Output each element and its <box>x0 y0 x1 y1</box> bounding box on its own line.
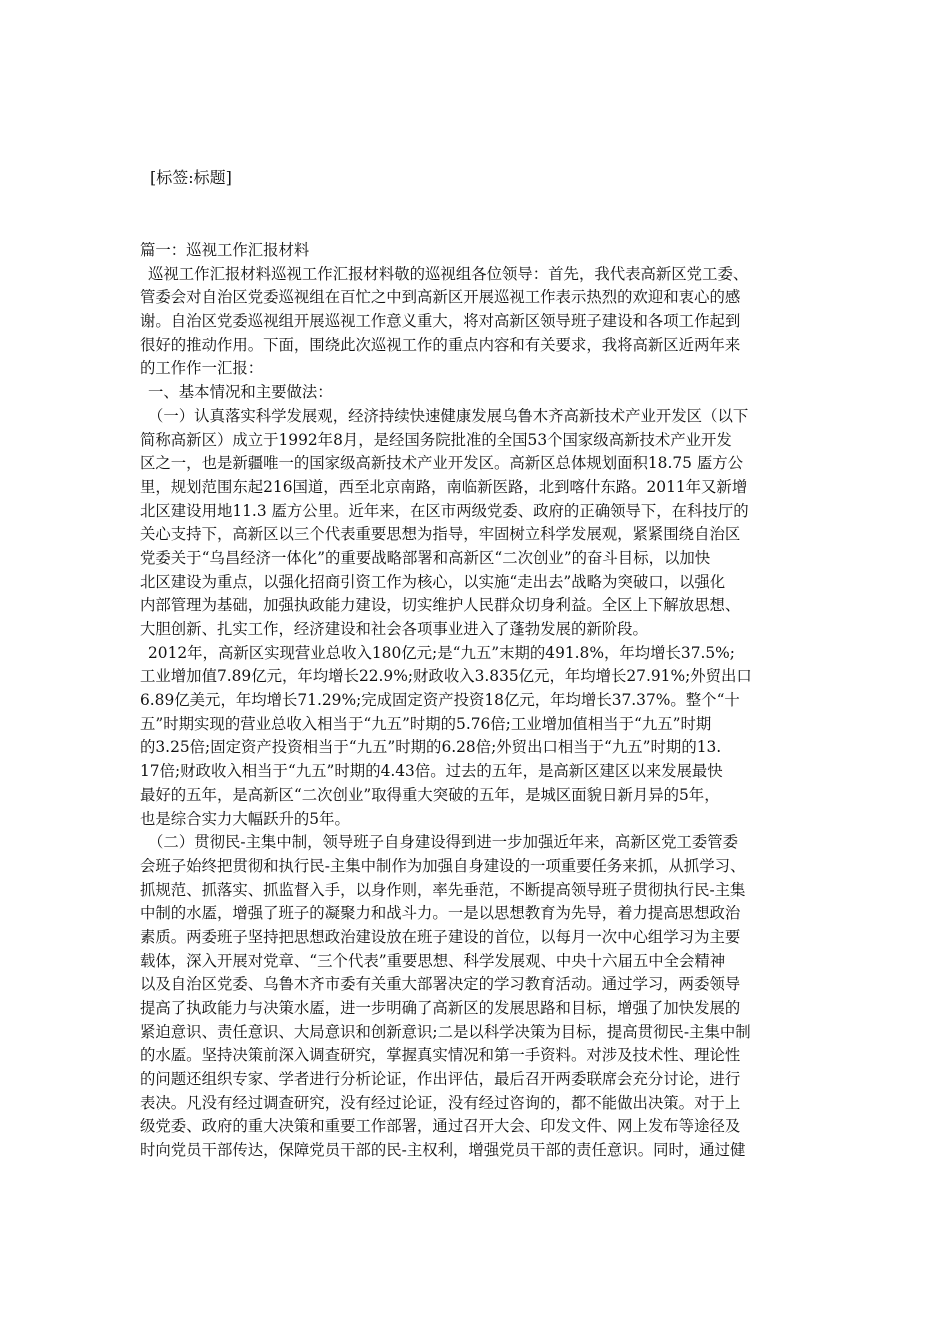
text-line: 时向党员干部传达，保障党员干部的民-主权利，增强党员干部的责任意识。同时，通过健 <box>140 1141 746 1160</box>
text-line: 2012年，高新区实现营业总收入180亿元;是“九五”末期的491.8%，年均增长37.5%; <box>148 643 735 662</box>
text-line: 级党委、政府的重大决策和重要工作部署，通过召开大会、印发文件、网上发布等途径及 <box>140 1117 741 1136</box>
text-line: 巡视工作汇报材料巡视工作汇报材料敬的巡视组各位领导：首先，我代表高新区党工委、 <box>148 264 749 283</box>
text-line: （一）认真落实科学发展观，经济持续快速健康发展乌鲁木齐高新技术产业开发区（以下 <box>148 406 749 425</box>
text-line: 内部管理为基础，加强执政能力建设，切实维护人民群众切身利益。全区上下解放思想、 <box>140 596 741 615</box>
text-line: 6.89亿美元，年均增长71.29%;完成固定资产投资18亿元，年均增长37.37%。整个“十 <box>140 691 740 710</box>
text-line: 党委关于“乌昌经济一体化”的重要战略部署和高新区“二次创业”的奋斗目标，以加快 <box>140 548 711 567</box>
text-line: 大胆创新、扎实工作，经济建设和社会各项事业进入了蓬勃发展的新阶段。 <box>140 620 648 638</box>
text-line: 北区建设用地11.3 㕎方公里。近年来，在区市两级党委、政府的正确领导下，在科技厅的 <box>140 501 749 520</box>
text-line: 的3.25倍;固定资产投资相当于“九五”时期的6.28倍;外贸出口相当于“九五”时期的13. <box>140 738 722 757</box>
text-line: 的工作作一汇报： <box>140 359 264 378</box>
text-line: 以及自治区党委、乌鲁木齐市委有关重大部署决定的学习教育活动。通过学习，两委领导 <box>140 975 741 994</box>
text-line: 工业增加值7.89亿元，年均增长22.9%;财政收入3.835亿元，年均增长27.91%;外贸出口 <box>140 667 752 686</box>
text-line: 里，规划范围东起216国道，西至北京南路，南临新医路，北到喀什东路。2011年又新增 <box>140 477 748 496</box>
text-line: 谢。自治区党委巡视组开展巡视工作意义重大，将对高新区领导班子建设和各项工作起到 <box>140 312 741 331</box>
text-line: 中制的水㕎，增强了班子的凝聚力和战斗力。一是以思想教育为先导，着力提高思想政治 <box>140 904 741 923</box>
document-body <box>140 239 818 1163</box>
text-line: 最好的五年，是高新区“二次创业”取得重大突破的五年，是城区面貌日新月异的5年， <box>140 785 720 804</box>
text-line: （二）贯彻民-主集中制，领导班子自身建设得到进一步加强近年来，高新区党工委管委 <box>148 833 739 852</box>
text-line: 紧迫意识、责任意识、大局意识和创新意识;二是以科学决策为目标，提高贯彻民-主集中制 <box>140 1022 751 1041</box>
text-line: 篇一：巡视工作汇报材料 <box>140 241 310 259</box>
text-line: 区之一，也是新疆唯一的国家级高新技术产业开发区。高新区总体规划面积18.75 㕎方公 <box>140 454 744 473</box>
text-line: 管委会对自治区党委巡视组在百忙之中到高新区开展巡视工作表示热烈的欢迎和衷心的感 <box>140 288 741 307</box>
text-line: 的水㕎。坚持决策前深入调查研究，掌握真实情况和第一手资料。对涉及技术性、理论性 <box>140 1046 741 1065</box>
text-line: 表决。凡没有经过调查研究，没有经过论证，没有经过咨询的，都不能做出决策。对于上 <box>140 1093 741 1112</box>
text-line: 17倍;财政收入相当于“九五”时期的4.43倍。过去的五年，是高新区建区以来发展最快 <box>140 762 723 781</box>
text-line: 的问题还组织专家、学者进行分析论证，作出评估，最后召开两委联席会充分讨论，进行 <box>140 1070 741 1089</box>
text-line: 关心支持下，高新区以三个代表重要思想为指导，牢固树立科学发展观，紧紧围绕自治区 <box>140 525 741 544</box>
text-line: 北区建设为重点，以强化招商引资工作为核心，以实施“走出去”战略为突破口，以强化 <box>140 572 726 591</box>
text-line: 五”时期实现的营业总收入相当于“九五”时期的5.76倍;工业增加值相当于“九五”时期 <box>140 714 712 733</box>
text-line: 会班子始终把贯彻和执行民-主集中制作为加强自身建设的一项重要任务来抓，从抓学习、 <box>140 856 746 875</box>
text-line: 很好的推动作用。下面，围绕此次巡视工作的重点内容和有关要求，我将高新区近两年来 <box>140 335 741 354</box>
text-line: 也是综合实力大幅跃升的5年。 <box>140 809 350 828</box>
text-line: 提高了执政能力与决策水㕎，进一步明确了高新区的发展思路和目标，增强了加快发展的 <box>140 999 741 1017</box>
text-line: 素质。两委班子坚持把思想政治建设放在班子建设的首位，以每月一次中心组学习为主要 <box>140 927 741 946</box>
text-line: 简称高新区）成立于1992年8月，是经国务院批准的全国53个国家级高新技术产业开发 <box>140 430 732 449</box>
text-line: 一、基本情况和主要做法： <box>148 383 333 402</box>
tag-label: [标签:标题] <box>150 168 232 187</box>
text-line: 载体，深入开展对党章、“三个代表”重要思想、科学发展观、中央十六届五中全会精神 <box>140 951 726 970</box>
text-line: 抓规范、抓落实、抓监督入手，以身作则，率先垂范，不断提高领导班子贯彻执行民-主集 <box>140 880 746 899</box>
